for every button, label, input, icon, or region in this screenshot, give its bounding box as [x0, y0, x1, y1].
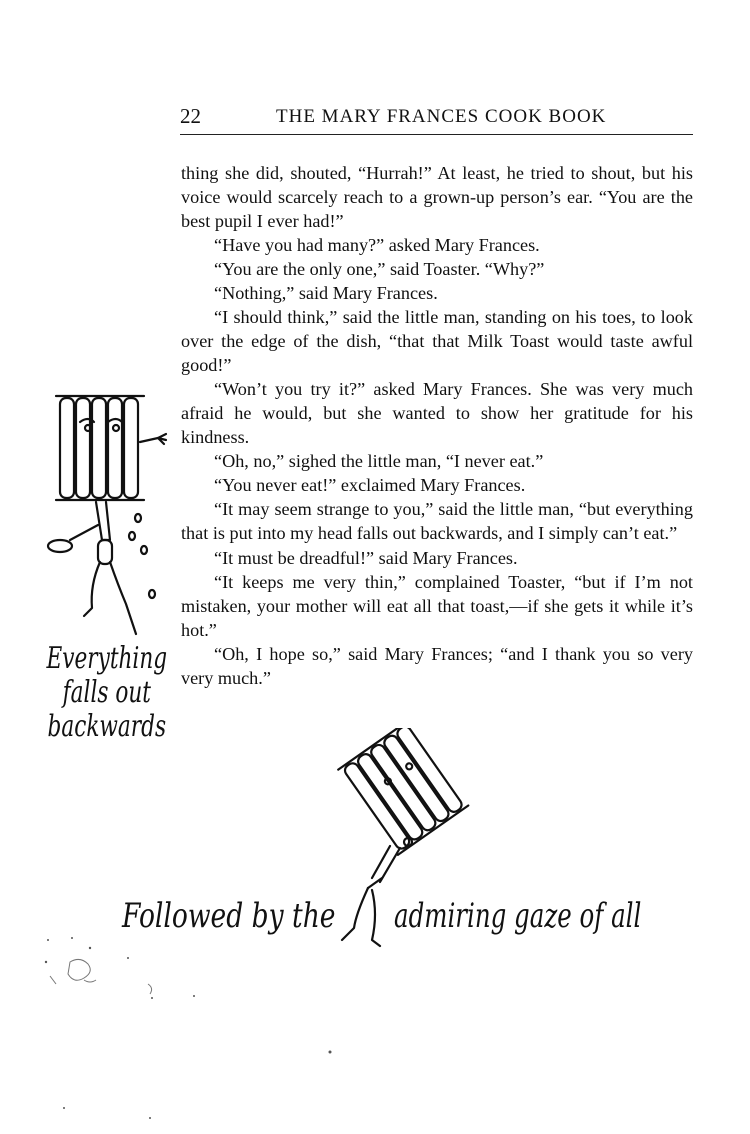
caption-line: admiring gaze of all: [394, 896, 642, 936]
paragraph: “Nothing,” said Mary Frances.: [214, 283, 438, 304]
paragraph: “I should think,” said the little man, standing on his toes, to look over the edge of the dish, “that that Milk Toast would taste awful good!”: [181, 307, 693, 376]
running-title: THE MARY FRANCES COOK BOOK: [276, 106, 607, 127]
caption-line: falls out: [62, 675, 151, 710]
caption-line: Followed by the: [122, 896, 336, 936]
paragraph: “Oh, no,” sighed the little man, “I never eat.”: [214, 451, 544, 472]
paragraph: “Won’t you try it?” asked Mary Frances. She was very much afraid he would, but she wanted to show her gratitude for his kindness.: [181, 379, 693, 448]
paragraph: “You never eat!” exclaimed Mary Frances.: [214, 475, 526, 496]
paragraph: thing she did, shouted, “Hurrah!” At least, he tried to shout, but his voice would scarcely reach to a grown-up person’s ear. “You are the best pupil I ever had!”: [181, 163, 693, 232]
paragraph: “Have you had many?” asked Mary Frances.: [214, 235, 540, 256]
paragraph: “You are the only one,” said Toaster. “Why?”: [214, 259, 545, 280]
caption-line: Everything: [46, 641, 168, 676]
caption-line: backwards: [47, 709, 167, 744]
paragraph: “It may seem strange to you,” said the little man, “but everything that is put into my head falls out backwards, and I simply can’t eat.”: [181, 499, 693, 544]
page-number: 22: [180, 104, 201, 128]
paragraph: “Oh, I hope so,” said Mary Frances; “and I thank you so very very much.”: [181, 643, 693, 688]
paragraph: “It must be dreadful!” said Mary Frances.: [214, 547, 518, 568]
paragraph: “It keeps me very thin,” complained Toaster, “but if I’m not mistaken, your mother will eat all that toast,—if she gets it while it’s hot.”: [181, 571, 693, 640]
